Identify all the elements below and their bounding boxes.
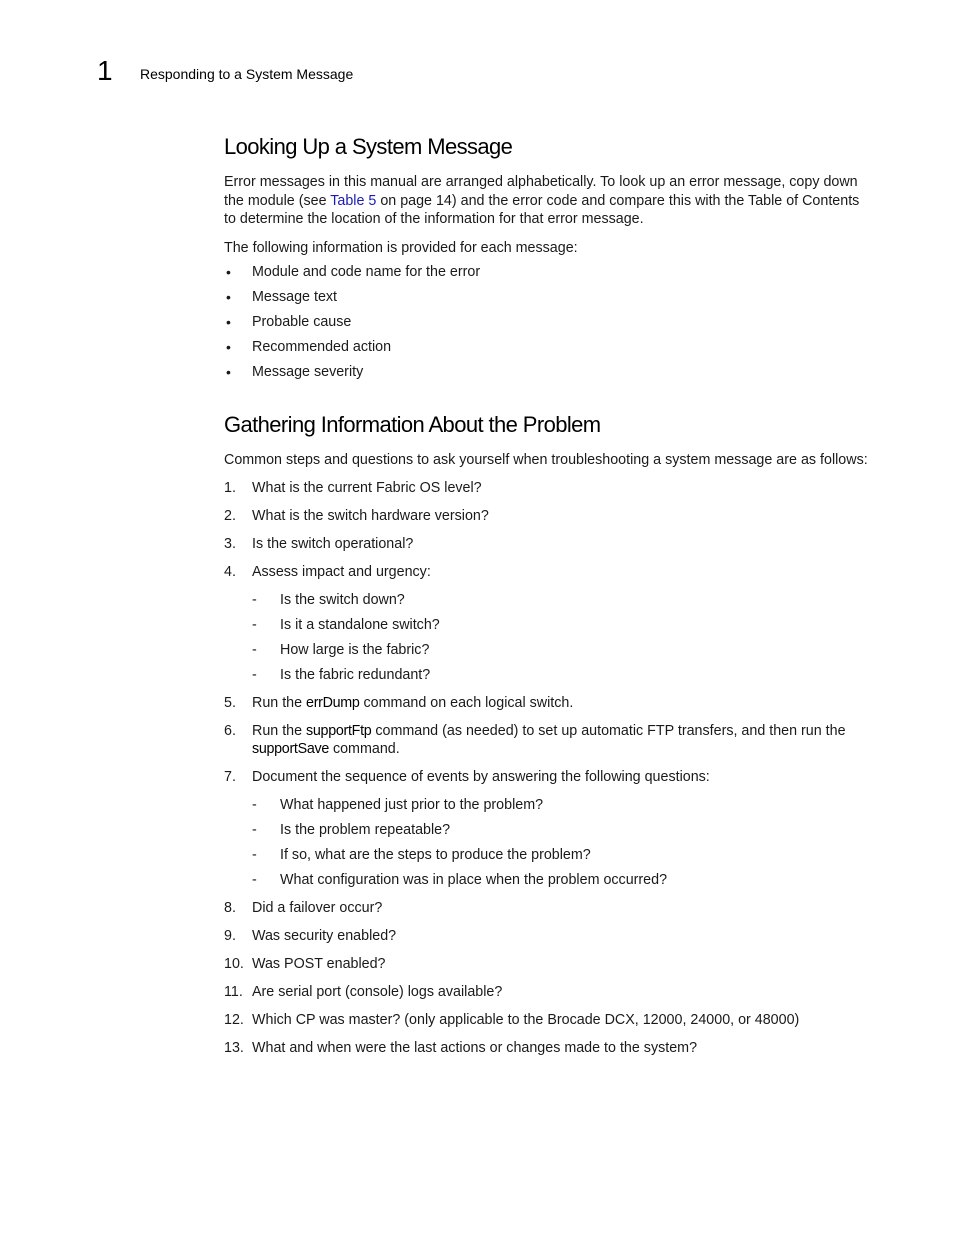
list-item: • Message severity [226, 364, 364, 381]
dash-marker: - [252, 847, 257, 864]
sub-item: - How large is the fabric? [252, 641, 430, 658]
step-number: 13. [224, 1040, 244, 1057]
bullet-icon: • [226, 364, 231, 381]
sub-item: - Is the fabric redundant? [252, 666, 431, 683]
step-number: 9. [224, 928, 236, 945]
chapter-number: 1 [97, 55, 113, 86]
bullet-icon: • [226, 314, 231, 331]
step-number: 5. [224, 694, 236, 711]
command-name: errDump [306, 694, 360, 711]
dash-marker: - [252, 797, 257, 814]
intro-paragraph [224, 173, 872, 229]
dash-marker: - [252, 641, 257, 658]
step-item: 7. Document the sequence of events by answering the following questions: - What happened just prior to the problem? - Is the problem repeatable? - If so, what are the steps to produce the problem? - What configuration was in place when the problem occurred? [224, 768, 872, 890]
page-content [224, 130, 872, 1067]
table-5-link[interactable]: Table 5 [330, 192, 377, 209]
sub-item: - Is the switch down? [252, 591, 405, 608]
list-item: • Probable cause [226, 314, 352, 331]
step-item: 6. Run the supportFtp command (as needed) to set up automatic FTP transfers, and then run the supportSave command. [224, 722, 846, 758]
sub-item: - What configuration was in place when the problem occurred? [252, 872, 668, 889]
step-number: 3. [224, 535, 236, 552]
step-number: 2. [224, 507, 236, 524]
bullet-icon: • [226, 289, 231, 306]
section-heading-looking-up: Looking Up a System Message [224, 134, 513, 159]
step-item: 3. Is the switch operational? [224, 535, 414, 552]
sub-item: - Is the problem repeatable? [252, 822, 451, 839]
step-item: 10. Was POST enabled? [224, 956, 386, 973]
list-item: • Module and code name for the error [226, 264, 481, 281]
list-item: • Message text [226, 289, 338, 306]
dash-marker: - [252, 666, 257, 683]
info-paragraph: The following information is provided for each message: [224, 239, 578, 256]
sub-item: - What happened just prior to the problem? [252, 797, 544, 814]
dash-marker: - [252, 822, 257, 839]
step-item: 11. Are serial port (console) logs available? [224, 984, 503, 1001]
step-item: 1. What is the current Fabric OS level? [224, 479, 482, 496]
step-item: 4. Assess impact and urgency: - Is the switch down? - Is it a standalone switch? - How large is the fabric? - Is the fabric redundant? [224, 563, 872, 685]
step-item: 9. Was security enabled? [224, 928, 397, 945]
step-item: 13. What and when were the last actions or changes made to the system? [224, 1040, 698, 1057]
step-item: 12. Which CP was master? (only applicable to the Brocade DCX, 12000, 24000, or 48000) [224, 1012, 800, 1029]
command-name: supportSave [252, 741, 329, 758]
para-text: Error messages in this manual are arranged alphabetically. To look up an error message, copy down the module (see [224, 174, 858, 209]
troubleshooting-steps [224, 479, 872, 1058]
step-item: 8. Did a failover occur? [224, 900, 383, 917]
para-text: on page 14) and the error code and compare this with the Table of Contents to determine the location of the information for that error message. [224, 192, 860, 228]
message-info-list [224, 263, 872, 388]
step-item: 5. Run the errDump command on each logical switch. [224, 694, 574, 711]
command-name: supportFtp [306, 722, 372, 739]
dash-marker: - [252, 591, 257, 608]
step-number: 10. [224, 956, 244, 973]
step-number: 7. [224, 769, 236, 786]
dash-marker: - [252, 616, 257, 633]
step-number: 6. [224, 722, 236, 739]
impact-questions [252, 591, 872, 685]
event-questions [252, 796, 872, 890]
step-number: 4. [224, 563, 236, 580]
section-heading-gathering-info: Gathering Information About the Problem [224, 412, 601, 438]
step-item: 2. What is the switch hardware version? [224, 507, 489, 524]
sub-item: - If so, what are the steps to produce the problem? [252, 847, 591, 864]
sub-item: - Is it a standalone switch? [252, 616, 440, 633]
list-item: • Recommended action [226, 339, 392, 356]
step-number: 11. [224, 984, 243, 1001]
step-number: 1. [224, 479, 236, 496]
step-number: 12. [224, 1012, 244, 1029]
dash-marker: - [252, 872, 257, 889]
bullet-icon: • [226, 339, 231, 356]
bullet-icon: • [226, 264, 231, 281]
running-title: Responding to a System Message [140, 66, 354, 82]
step-number: 8. [224, 900, 236, 917]
steps-intro: Common steps and questions to ask yourself when troubleshooting a system message are as follows: [224, 452, 868, 469]
